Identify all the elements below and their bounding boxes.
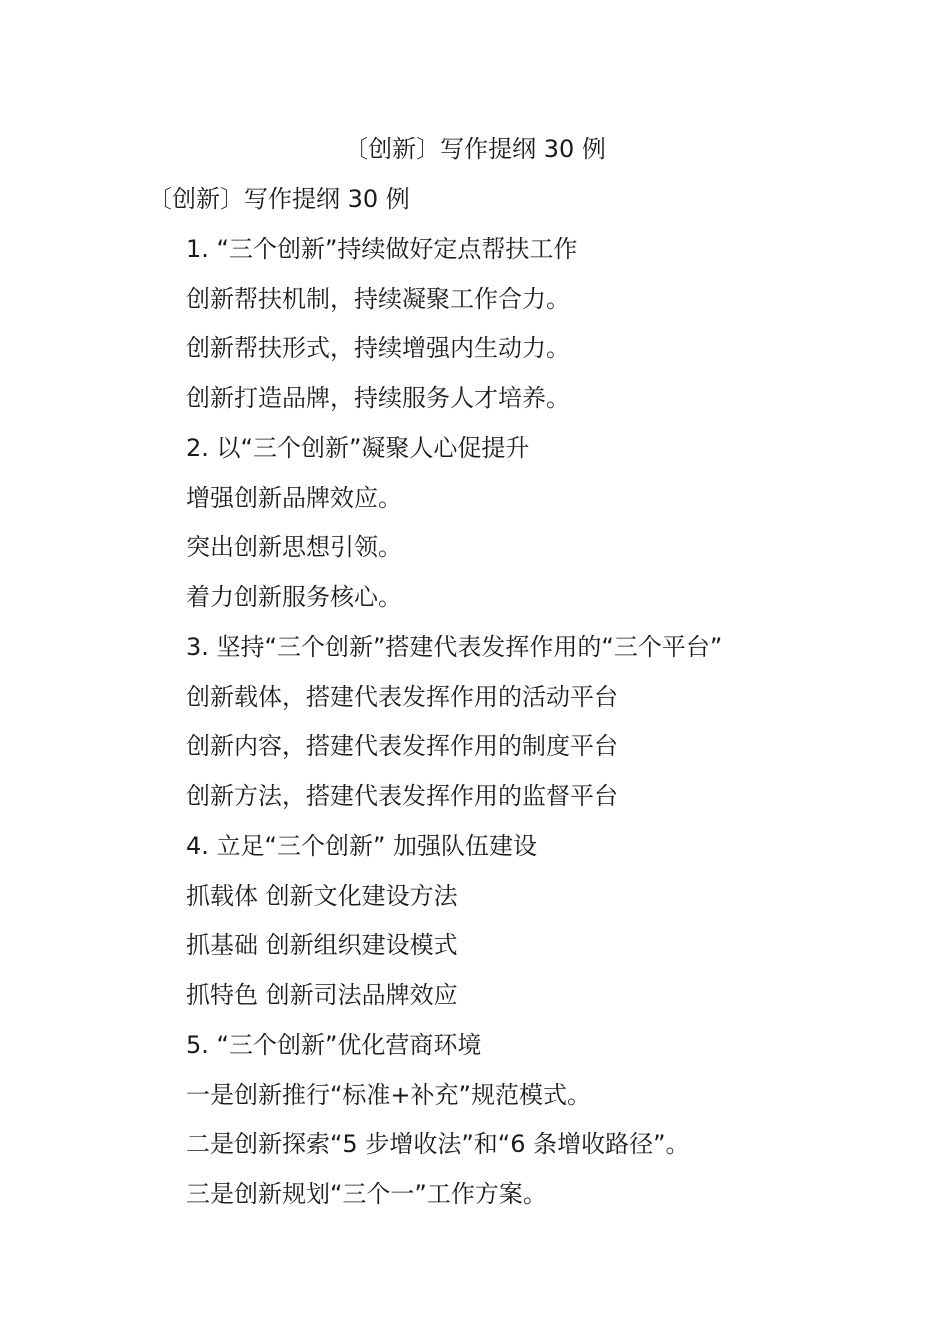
- heading-5: 5. “三个创新”优化营商环境: [186, 1030, 482, 1059]
- paragraph-line: 抓特色 创新司法品牌效应: [186, 981, 458, 1009]
- paragraph-line: 突出创新思想引领。: [186, 533, 402, 562]
- paragraph-line: 创新帮扶形式，持续增强内生动力。: [186, 334, 570, 363]
- document-title: 〔创新〕写作提纲 30 例: [344, 135, 606, 163]
- paragraph-line: 着力创新服务核心。: [186, 583, 402, 611]
- paragraph-line: 二是创新探索“5 步增收法”和“6 条增收路径”。: [186, 1130, 690, 1159]
- heading-3: 3. 坚持“三个创新”搭建代表发挥作用的“三个平台”: [186, 632, 723, 661]
- paragraph-line: 创新帮扶机制，持续凝聚工作合力。: [186, 284, 570, 313]
- paragraph-line: 抓载体 创新文化建设方法: [186, 881, 458, 910]
- paragraph-line: 三是创新规划“三个一”工作方案。: [186, 1180, 547, 1208]
- paragraph-line: 抓基础 创新组织建设模式: [186, 931, 458, 960]
- document-subtitle: 〔创新〕写作提纲 30 例: [148, 185, 410, 213]
- paragraph-line: 一是创新推行“标准+补充”规范模式。: [186, 1080, 591, 1109]
- document-body: [0, 181, 950, 1226]
- heading-4: 4. 立足“三个创新” 加强队伍建设: [186, 831, 538, 860]
- paragraph-line: 增强创新品牌效应。: [186, 483, 402, 512]
- paragraph-line: 创新方法，搭建代表发挥作用的监督平台: [186, 782, 618, 810]
- paragraph-line: 创新打造品牌，持续服务人才培养。: [186, 384, 570, 412]
- heading-1: 1. “三个创新”持续做好定点帮扶工作: [186, 234, 578, 263]
- heading-2: 2. 以“三个创新”凝聚人心促提升: [186, 433, 530, 462]
- paragraph-line: 创新载体，搭建代表发挥作用的活动平台: [186, 682, 618, 711]
- paragraph-line: 创新内容，搭建代表发挥作用的制度平台: [186, 732, 618, 761]
